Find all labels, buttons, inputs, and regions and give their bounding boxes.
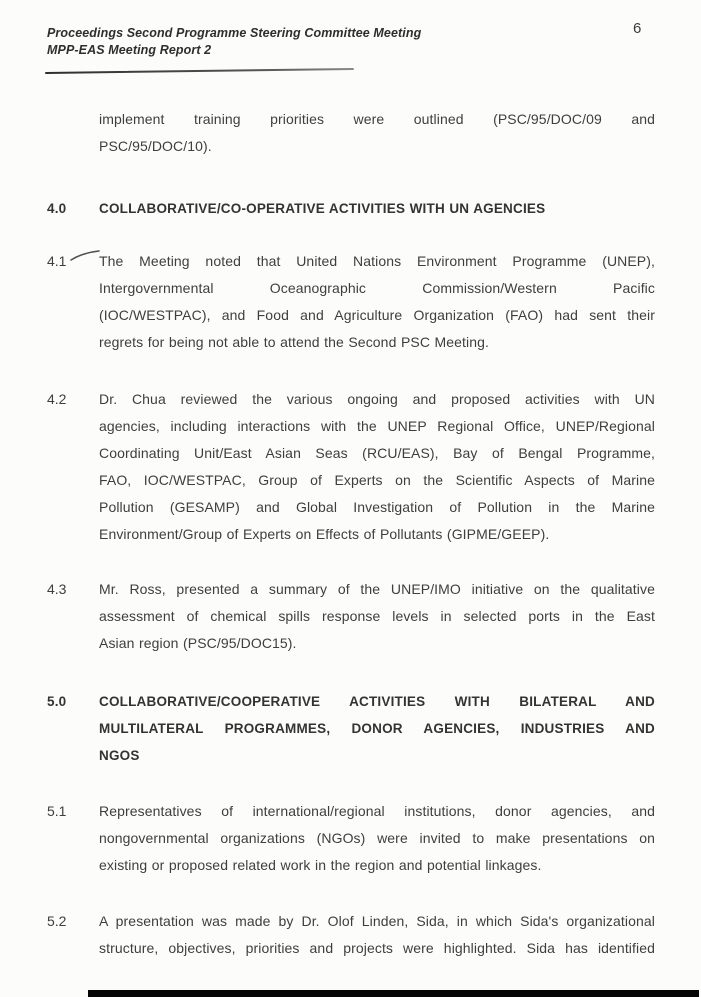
paragraph-line: Environment/Group of Experts on Effects of Pollutants (GIPME/GEEP). [99,526,550,542]
paragraph-line: Intergovernmental Oceanographic Commission/Western Pacific [99,280,655,296]
section-number: 5.0 [47,694,67,709]
section-number: 4.0 [47,201,67,216]
section-number: 4.2 [47,391,67,407]
section-heading-4-0 [47,195,655,222]
header-subtitle: MPP-EAS Meeting Report 2 [47,43,212,57]
section-number: 5.2 [47,913,67,929]
pen-tick-mark [70,250,100,262]
paragraph-line: agencies, including interactions with the UNEP Regional Office, UNEP/Regional [99,418,655,434]
paragraph-line: PSC/95/DOC/10). [99,138,212,154]
paragraph-line: nongovernmental organizations (NGOs) were invited to make presentations on [99,830,655,846]
paragraph-line: Pollution (GESAMP) and Global Investigation of Pollution in the Marine [99,499,655,515]
section-number: 5.1 [47,803,67,819]
section-number [47,106,99,160]
paragraph-line: Coordinating Unit/East Asian Seas (RCU/EAS), Bay of Bengal Programme, [99,445,655,461]
section-heading-text: NGOS [99,748,140,763]
paragraph-continuation [47,106,655,160]
paragraph-5-2 [47,908,655,962]
paragraph-line: The Meeting noted that United Nations Environment Programme (UNEP), [99,253,655,269]
paragraph-line: Dr. Chua reviewed the various ongoing and proposed activities with UN [99,391,655,407]
scan-edge-artifact [88,990,699,997]
header-title: Proceedings Second Programme Steering Committee Meeting [47,26,422,40]
section-number: 4.3 [47,581,67,597]
paragraph-line: structure, objectives, priorities and projects were highlighted. Sida has identified [99,940,655,956]
section-heading-text: MULTILATERAL PROGRAMMES, DONOR AGENCIES, INDUSTRIES AND [99,721,655,736]
paragraph-line: existing or proposed related work in the region and potential linkages. [99,857,542,873]
paragraph-line: FAO, IOC/WESTPAC, Group of Experts on the Scientific Aspects of Marine [99,472,655,488]
paragraph-line: Mr. Ross, presented a summary of the UNEP/IMO initiative on the qualitative [99,581,655,597]
paragraph-line: assessment of chemical spills response levels in selected ports in the East [99,608,655,624]
section-heading-5-0 [47,688,655,769]
page-number: 6 [633,20,642,37]
paragraph-4-3 [47,576,655,657]
section-number: 4.1 [47,253,67,269]
paragraph-line: A presentation was made by Dr. Olof Linden, Sida, in which Sida's organizational [99,913,655,929]
section-heading-text: COLLABORATIVE/COOPERATIVE ACTIVITIES WITH BILATERAL AND [99,694,655,709]
paragraph-line: (IOC/WESTPAC), and Food and Agriculture Organization (FAO) had sent their [99,307,655,323]
section-heading-text: COLLABORATIVE/CO-OPERATIVE ACTIVITIES WITH UN AGENCIES [99,201,546,216]
paragraph-line: Representatives of international/regional institutions, donor agencies, and [99,803,655,819]
paragraph-4-2 [47,386,655,548]
paragraph-line: regrets for being not able to attend the Second PSC Meeting. [99,334,490,350]
paragraph-4-1 [47,248,655,356]
paragraph-line: Asian region (PSC/95/DOC15). [99,635,297,651]
paragraph-line: implement training priorities were outlined (PSC/95/DOC/09 and [99,111,655,127]
paragraph-5-1 [47,798,655,879]
